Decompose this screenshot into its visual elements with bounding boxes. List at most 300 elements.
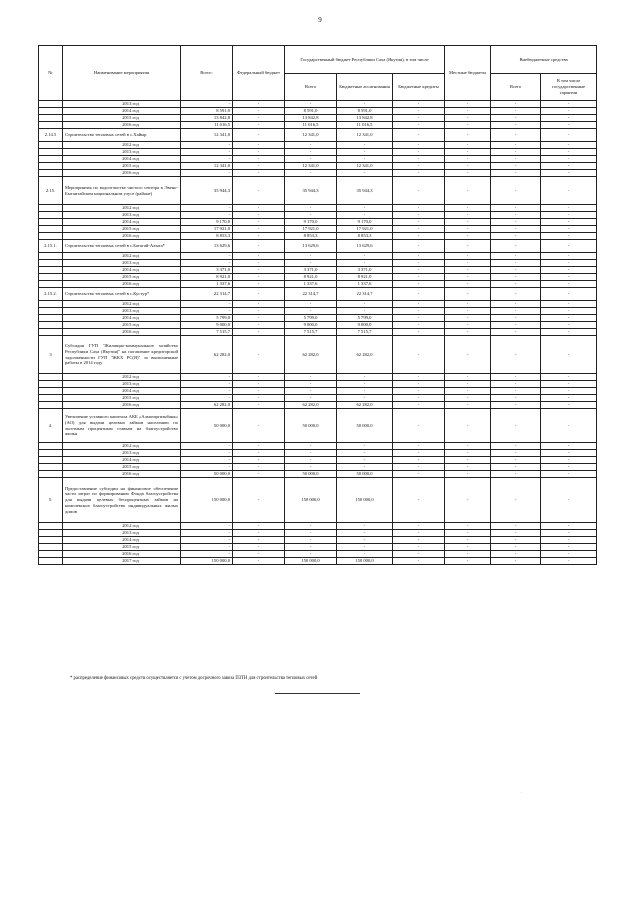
cell-state-budget: - — [337, 530, 393, 537]
cell-federal: - — [233, 233, 285, 240]
cell-extra-total: - — [491, 122, 541, 129]
cell-federal: - — [233, 281, 285, 288]
cell-name: 2016 год — [63, 281, 181, 288]
cell-num — [39, 260, 63, 267]
table-row-year — [39, 544, 597, 551]
cell-state-credit: - — [393, 129, 445, 142]
cell-total: 62 282,0 — [181, 336, 233, 374]
cell-state-budget: 8 921,0 — [337, 274, 393, 281]
cell-extra-guarantee: - — [541, 108, 597, 115]
cell-local: - — [445, 464, 491, 471]
cell-state-total: 3 371,0 — [285, 267, 337, 274]
cell-total: - — [181, 464, 233, 471]
cell-state-total: - — [285, 149, 337, 156]
cell-state-total: 35 944,3 — [285, 177, 337, 205]
cell-extra-guarantee: - — [541, 281, 597, 288]
table-row-measure — [39, 129, 597, 142]
cell-num — [39, 212, 63, 219]
cell-state-total: 8 853,3 — [285, 233, 337, 240]
cell-num — [39, 301, 63, 308]
cell-num — [39, 329, 63, 336]
cell-num — [39, 523, 63, 530]
cell-total: - — [181, 101, 233, 108]
cell-extra-guarantee: - — [541, 308, 597, 315]
cell-total: 7 515,7 — [181, 329, 233, 336]
cell-state-total: 13 629,6 — [285, 240, 337, 253]
cell-state-budget: 5 799,0 — [337, 315, 393, 322]
cell-name: 2016 год — [63, 329, 181, 336]
cell-state-total: - — [285, 464, 337, 471]
cell-local: - — [445, 478, 491, 523]
table-row-measure — [39, 336, 597, 374]
cell-extra-total: - — [491, 170, 541, 177]
cell-federal: - — [233, 205, 285, 212]
cell-local: - — [445, 260, 491, 267]
cell-name: 2016 год — [63, 122, 181, 129]
cell-local: - — [445, 558, 491, 565]
cell-local: - — [445, 226, 491, 233]
cell-state-credit: - — [393, 281, 445, 288]
cell-local: - — [445, 142, 491, 149]
cell-extra-guarantee: - — [541, 163, 597, 170]
cell-extra-total: - — [491, 240, 541, 253]
cell-state-total: 5 799,0 — [285, 315, 337, 322]
header-name: Наименование мероприятия — [63, 46, 181, 101]
cell-num: 3 — [39, 336, 63, 374]
cell-extra-total: - — [491, 523, 541, 530]
cell-extra-guarantee: - — [541, 205, 597, 212]
cell-state-budget: 150 000,0 — [337, 558, 393, 565]
cell-state-total: - — [285, 443, 337, 450]
cell-extra-guarantee: - — [541, 122, 597, 129]
cell-state-budget: - — [337, 253, 393, 260]
cell-extra-guarantee: - — [541, 253, 597, 260]
cell-num — [39, 281, 63, 288]
cell-state-budget: - — [337, 381, 393, 388]
table-row-year — [39, 233, 597, 240]
cell-state-credit: - — [393, 274, 445, 281]
header-extra-total: Всего — [491, 74, 541, 101]
cell-local: - — [445, 253, 491, 260]
cell-num — [39, 388, 63, 395]
cell-state-total: - — [285, 395, 337, 402]
cell-extra-total: - — [491, 443, 541, 450]
cell-state-credit: - — [393, 142, 445, 149]
cell-state-total: - — [285, 388, 337, 395]
cell-state-budget: - — [337, 308, 393, 315]
cell-total: - — [181, 253, 233, 260]
cell-state-total: - — [285, 253, 337, 260]
cell-state-total: - — [285, 551, 337, 558]
cell-federal: - — [233, 315, 285, 322]
cell-total: 17 921,0 — [181, 226, 233, 233]
cell-total: - — [181, 388, 233, 395]
cell-extra-guarantee: - — [541, 240, 597, 253]
cell-name: Мероприятия по водоотчистке чистого сектора в Эвено-Бытантайском национальном улусе (районе) — [63, 177, 181, 205]
cell-name: 2012 год — [63, 374, 181, 381]
cell-federal: - — [233, 457, 285, 464]
cell-name: 2012 год — [63, 205, 181, 212]
cell-total: 22 314,7 — [181, 288, 233, 301]
cell-total: - — [181, 457, 233, 464]
cell-extra-total: - — [491, 315, 541, 322]
cell-extra-total: - — [491, 537, 541, 544]
cell-state-total: 50 000,0 — [285, 471, 337, 478]
cell-state-credit: - — [393, 409, 445, 443]
cell-extra-total: - — [491, 301, 541, 308]
table-row-year — [39, 142, 597, 149]
cell-local: - — [445, 122, 491, 129]
header-state-budget: Бюджетные ассигнования — [337, 74, 393, 101]
cell-state-budget: 35 944,3 — [337, 177, 393, 205]
cell-num — [39, 443, 63, 450]
cell-name: 2016 год — [63, 471, 181, 478]
cell-total: - — [181, 301, 233, 308]
cell-name: 2014 год — [63, 156, 181, 163]
cell-num — [39, 374, 63, 381]
cell-federal: - — [233, 551, 285, 558]
cell-total: 50 000,0 — [181, 471, 233, 478]
cell-state-credit: - — [393, 523, 445, 530]
cell-local: - — [445, 115, 491, 122]
cell-num — [39, 274, 63, 281]
cell-local: - — [445, 149, 491, 156]
cell-federal: - — [233, 163, 285, 170]
cell-total: 50 000,0 — [181, 409, 233, 443]
cell-total: - — [181, 149, 233, 156]
cell-name: 2016 год — [63, 233, 181, 240]
cell-extra-total: - — [491, 464, 541, 471]
cell-federal: - — [233, 260, 285, 267]
cell-local: - — [445, 374, 491, 381]
cell-state-credit: - — [393, 212, 445, 219]
cell-state-budget: 13 842,8 — [337, 115, 393, 122]
cell-state-total: - — [285, 530, 337, 537]
cell-federal: - — [233, 156, 285, 163]
cell-state-credit: - — [393, 288, 445, 301]
table-row-year — [39, 322, 597, 329]
cell-state-budget: - — [337, 523, 393, 530]
cell-extra-total: - — [491, 129, 541, 142]
table-row-year — [39, 443, 597, 450]
cell-local: - — [445, 322, 491, 329]
cell-local: - — [445, 544, 491, 551]
cell-extra-guarantee: - — [541, 464, 597, 471]
cell-total: 9 170,0 — [181, 219, 233, 226]
cell-extra-total: - — [491, 530, 541, 537]
cell-extra-total: - — [491, 308, 541, 315]
table-row-measure — [39, 288, 597, 301]
cell-state-budget: - — [337, 450, 393, 457]
cell-extra-guarantee: - — [541, 142, 597, 149]
cell-local: - — [445, 288, 491, 301]
cell-num — [39, 558, 63, 565]
cell-state-budget: 12 341,0 — [337, 163, 393, 170]
cell-extra-guarantee: - — [541, 226, 597, 233]
cell-extra-total: - — [491, 457, 541, 464]
cell-state-credit: - — [393, 551, 445, 558]
cell-state-budget: - — [337, 142, 393, 149]
cell-state-credit: - — [393, 544, 445, 551]
table-body — [39, 101, 597, 565]
cell-extra-total: - — [491, 336, 541, 374]
cell-state-credit: - — [393, 170, 445, 177]
cell-name: 2015 год — [63, 395, 181, 402]
cell-num — [39, 537, 63, 544]
cell-federal: - — [233, 274, 285, 281]
cell-name: 2012 год — [63, 523, 181, 530]
cell-federal: - — [233, 212, 285, 219]
table-row-year — [39, 450, 597, 457]
cell-local: - — [445, 212, 491, 219]
cell-state-budget: - — [337, 395, 393, 402]
cell-total: - — [181, 142, 233, 149]
cell-extra-guarantee: - — [541, 267, 597, 274]
footnote: * распределение финансовых средств осуществляется с учетом досрочного завоза ПЗТН для строительства тепловых сетей — [70, 676, 318, 681]
cell-num — [39, 450, 63, 457]
cell-state-budget: - — [337, 551, 393, 558]
cell-extra-total: - — [491, 177, 541, 205]
cell-state-budget: - — [337, 205, 393, 212]
cell-state-budget: - — [337, 464, 393, 471]
cell-name: 2013 год — [63, 212, 181, 219]
cell-local: - — [445, 308, 491, 315]
cell-name: 2015 год — [63, 226, 181, 233]
table-row-year — [39, 281, 597, 288]
cell-total: - — [181, 156, 233, 163]
cell-federal: - — [233, 142, 285, 149]
cell-federal: - — [233, 177, 285, 205]
cell-state-credit: - — [393, 530, 445, 537]
cell-state-credit: - — [393, 381, 445, 388]
cell-extra-total: - — [491, 471, 541, 478]
cell-num — [39, 108, 63, 115]
cell-state-total: - — [285, 156, 337, 163]
cell-state-total: - — [285, 308, 337, 315]
table-row-year — [39, 108, 597, 115]
table-row-year — [39, 163, 597, 170]
cell-extra-total: - — [491, 149, 541, 156]
cell-num — [39, 156, 63, 163]
cell-total: - — [181, 395, 233, 402]
cell-name: 2014 год — [63, 219, 181, 226]
cell-extra-total: - — [491, 267, 541, 274]
cell-extra-total: - — [491, 558, 541, 565]
cell-federal: - — [233, 374, 285, 381]
cell-total: - — [181, 530, 233, 537]
cell-federal: - — [233, 388, 285, 395]
cell-local: - — [445, 388, 491, 395]
cell-num — [39, 308, 63, 315]
cell-name: 2014 год — [63, 108, 181, 115]
cell-state-budget: - — [337, 457, 393, 464]
cell-total: 13 629,6 — [181, 240, 233, 253]
cell-state-total: 22 314,7 — [285, 288, 337, 301]
cell-num — [39, 551, 63, 558]
cell-total: 35 944,3 — [181, 177, 233, 205]
cell-local: - — [445, 450, 491, 457]
table-row-year — [39, 530, 597, 537]
table-row-year — [39, 274, 597, 281]
cell-state-credit: - — [393, 374, 445, 381]
cell-extra-total: - — [491, 551, 541, 558]
cell-state-budget: - — [337, 260, 393, 267]
cell-extra-guarantee: - — [541, 322, 597, 329]
cell-state-budget: - — [337, 544, 393, 551]
cell-federal: - — [233, 450, 285, 457]
cell-name: 2012 год — [63, 443, 181, 450]
cell-extra-guarantee: - — [541, 336, 597, 374]
cell-local: - — [445, 551, 491, 558]
cell-extra-guarantee: - — [541, 274, 597, 281]
cell-num — [39, 233, 63, 240]
header-state-total: Всего — [285, 74, 337, 101]
cell-extra-total: - — [491, 115, 541, 122]
cell-name: 2016 год — [63, 170, 181, 177]
cell-extra-total: - — [491, 219, 541, 226]
cell-total: 3 371,0 — [181, 267, 233, 274]
cell-state-total: 9 000,0 — [285, 322, 337, 329]
cell-state-credit: - — [393, 315, 445, 322]
cell-state-credit: - — [393, 308, 445, 315]
cell-total: 150 000,0 — [181, 558, 233, 565]
table-row-year — [39, 381, 597, 388]
header-num: № — [39, 46, 63, 101]
cell-state-credit: - — [393, 464, 445, 471]
cell-federal: - — [233, 219, 285, 226]
cell-name: 2013 год — [63, 530, 181, 537]
cell-federal: - — [233, 115, 285, 122]
cell-state-budget: - — [337, 388, 393, 395]
cell-state-total: - — [285, 260, 337, 267]
cell-extra-guarantee: - — [541, 478, 597, 523]
cell-local: - — [445, 163, 491, 170]
cell-total: 1 337,6 — [181, 281, 233, 288]
cell-state-total: - — [285, 101, 337, 108]
cell-state-credit: - — [393, 450, 445, 457]
cell-local: - — [445, 329, 491, 336]
cell-num: 2.15. — [39, 177, 63, 205]
header-state-credit: Бюджетные кредиты — [393, 74, 445, 101]
cell-extra-total: - — [491, 163, 541, 170]
cell-state-credit: - — [393, 122, 445, 129]
cell-state-budget: 12 341,0 — [337, 129, 393, 142]
cell-state-total: 62 282,0 — [285, 336, 337, 374]
cell-state-total: 17 921,0 — [285, 226, 337, 233]
cell-num: 2.14.5 — [39, 129, 63, 142]
cell-total: - — [181, 170, 233, 177]
table-row-year — [39, 329, 597, 336]
cell-state-budget: 50 000,0 — [337, 471, 393, 478]
cell-state-total: 11 016,5 — [285, 122, 337, 129]
cell-federal: - — [233, 471, 285, 478]
cell-extra-guarantee: - — [541, 149, 597, 156]
cell-extra-total: - — [491, 212, 541, 219]
cell-name: 2016 год — [63, 551, 181, 558]
table-row-year — [39, 122, 597, 129]
cell-federal: - — [233, 267, 285, 274]
cell-state-total: 8 591,0 — [285, 108, 337, 115]
cell-state-budget: 13 629,6 — [337, 240, 393, 253]
cell-num: 4. — [39, 409, 63, 443]
cell-local: - — [445, 129, 491, 142]
cell-state-total: 9 170,0 — [285, 219, 337, 226]
page-number: 9 — [318, 16, 322, 24]
cell-extra-guarantee: - — [541, 443, 597, 450]
cell-total: 150 000,0 — [181, 478, 233, 523]
cell-name: Строительство тепловых сетей в с.Батагай-Алыта* — [63, 240, 181, 253]
cell-state-budget: - — [337, 101, 393, 108]
cell-state-total: - — [285, 537, 337, 544]
cell-local: - — [445, 177, 491, 205]
cell-local: - — [445, 281, 491, 288]
cell-state-budget: - — [337, 156, 393, 163]
cell-state-total: - — [285, 450, 337, 457]
cell-total: 12 341,0 — [181, 129, 233, 142]
cell-local: - — [445, 336, 491, 374]
cell-state-budget: - — [337, 301, 393, 308]
cell-extra-guarantee: - — [541, 115, 597, 122]
cell-state-total: - — [285, 457, 337, 464]
cell-total: - — [181, 544, 233, 551]
cell-num — [39, 322, 63, 329]
table-row-year — [39, 315, 597, 322]
cell-state-total: - — [285, 212, 337, 219]
budget-table — [38, 45, 597, 565]
cell-federal: - — [233, 288, 285, 301]
table-row-year — [39, 471, 597, 478]
table-header — [39, 46, 597, 101]
cell-num — [39, 402, 63, 409]
cell-name: 2014 год — [63, 537, 181, 544]
cell-federal: - — [233, 381, 285, 388]
cell-local: - — [445, 101, 491, 108]
cell-state-total: 150 000,0 — [285, 478, 337, 523]
table-row-year — [39, 205, 597, 212]
cell-name: Строительство тепловых сетей в с.Хайыр — [63, 129, 181, 142]
cell-extra-guarantee: - — [541, 329, 597, 336]
cell-state-credit: - — [393, 253, 445, 260]
cell-name: 2013 год — [63, 308, 181, 315]
cell-state-budget: - — [337, 537, 393, 544]
cell-extra-guarantee: - — [541, 374, 597, 381]
cell-state-credit: - — [393, 108, 445, 115]
cell-local: - — [445, 381, 491, 388]
cell-num — [39, 149, 63, 156]
cell-num — [39, 544, 63, 551]
cell-extra-guarantee: - — [541, 301, 597, 308]
cell-state-total: - — [285, 205, 337, 212]
cell-extra-guarantee: - — [541, 530, 597, 537]
cell-total: - — [181, 374, 233, 381]
cell-state-total: - — [285, 381, 337, 388]
header-extra-group: Внебюджетные средства — [491, 46, 597, 74]
cell-num — [39, 163, 63, 170]
cell-num — [39, 395, 63, 402]
table-row-year — [39, 253, 597, 260]
cell-local: - — [445, 457, 491, 464]
cell-name: 2015 год — [63, 163, 181, 170]
cell-local: - — [445, 108, 491, 115]
table-row-year — [39, 101, 597, 108]
cell-federal: - — [233, 253, 285, 260]
cell-num — [39, 115, 63, 122]
cell-total: 5 799,0 — [181, 315, 233, 322]
cell-extra-total: - — [491, 156, 541, 163]
cell-extra-guarantee: - — [541, 551, 597, 558]
cell-name: 2015 год — [63, 274, 181, 281]
cell-num — [39, 101, 63, 108]
